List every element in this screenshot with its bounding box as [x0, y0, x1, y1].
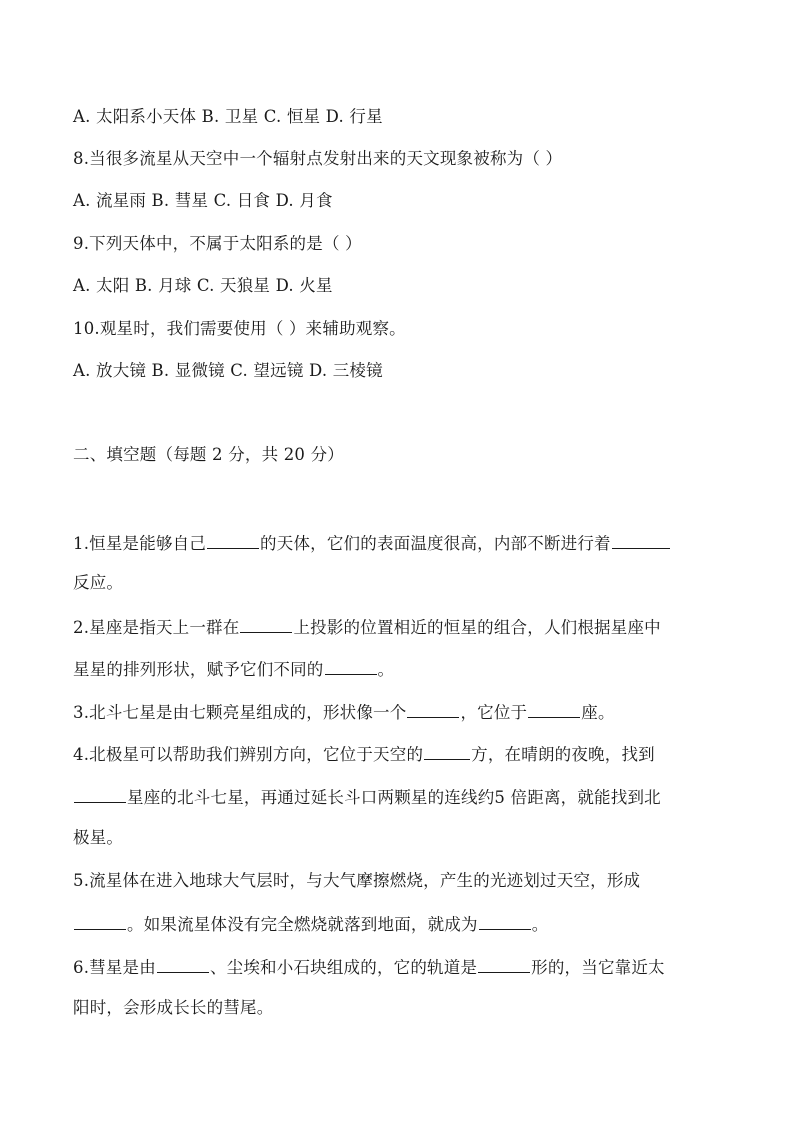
fill-2-blank-1 — [240, 614, 292, 633]
fill-4-text-d: 极星。 — [73, 828, 124, 847]
fill-5-line-2 — [73, 911, 548, 937]
fill-6-blank-1 — [157, 954, 209, 973]
fill-6-text-a: 6.彗星是由 — [73, 958, 156, 977]
q10-stem: 10.观星时，我们需要使用（ ）来辅助观察。 — [73, 319, 406, 338]
q9-stem: 9.下列天体中，不属于太阳系的是（ ） — [73, 234, 362, 253]
fill-3-line-1 — [73, 699, 615, 725]
fill-5-line-1 — [73, 869, 640, 893]
fill-5-text-c: 。 — [531, 915, 549, 934]
q8-options: A. 流星雨 B. 彗星 C. 日食 D. 月食 — [73, 191, 333, 210]
fill-2-text-b: 上投影的位置相近的恒星的组合，人们根据星座中 — [293, 618, 661, 637]
fill-3-text-c: 座。 — [581, 703, 615, 722]
fill-4-blank-2 — [74, 784, 126, 803]
fill-4-line-1 — [73, 741, 655, 767]
fill-1-blank-2 — [612, 530, 670, 549]
fill-6-line-1 — [73, 954, 665, 980]
fill-6-text-c: 形的，当它靠近太 — [531, 958, 665, 977]
q7-options: A. 太阳系小天体 B. 卫星 C. 恒星 D. 行星 — [73, 107, 383, 126]
fill-3-blank-2 — [528, 699, 580, 718]
fill-2-text-c: 星星的排列形状，赋予它们不同的 — [73, 660, 324, 679]
fill-6-line-2 — [73, 996, 273, 1020]
fill-6-text-b: 、尘埃和小石块组成的，它的轨道是 — [209, 958, 478, 977]
fill-3-blank-1 — [407, 699, 459, 718]
fill-6-blank-2 — [478, 954, 530, 973]
fill-1-text-c: 反应。 — [73, 573, 124, 592]
fill-4-text-b: 方，在晴朗的夜晚，找到 — [471, 745, 655, 764]
fill-5-blank-1 — [74, 911, 126, 930]
fill-1-line-1 — [73, 530, 671, 556]
fill-5-text-a: 5.流星体在进入地球大气层时，与大气摩擦燃烧，产生的光迹划过天空，形成 — [73, 871, 641, 890]
fill-4-line-3 — [73, 826, 123, 850]
q9-options: A. 太阳 B. 月球 C. 天狼星 D. 火星 — [73, 276, 333, 295]
fill-3-text-a: 3.北斗七星是由七颗亮星组成的，形状像一个 — [73, 703, 407, 722]
fill-3-text-b: ，它位于 — [460, 703, 528, 722]
fill-1-text-a: 1.恒星是能够自己 — [73, 534, 207, 553]
fill-2-line-1 — [73, 614, 661, 640]
fill-4-line-2 — [73, 784, 661, 810]
fill-6-text-d: 阳时，会形成长长的彗尾。 — [73, 998, 274, 1017]
fill-4-blank-1 — [424, 741, 470, 760]
fill-2-text-d: 。 — [377, 660, 395, 679]
fill-5-blank-2 — [479, 911, 531, 930]
fill-1-blank-1 — [207, 530, 259, 549]
fill-1-text-b: 的天体，它们的表面温度很高，内部不断进行着 — [260, 534, 611, 553]
fill-4-text-a: 4.北极星可以帮助我们辨别方向，它位于天空的 — [73, 745, 424, 764]
q8-stem: 8.当很多流星从天空中一个辐射点发射出来的天文现象被称为（ ） — [73, 149, 563, 168]
fill-5-text-b: 。如果流星体没有完全燃烧就落到地面，就成为 — [127, 915, 478, 934]
fill-2-blank-2 — [325, 656, 377, 675]
q10-options: A. 放大镜 B. 显微镜 C. 望远镜 D. 三棱镜 — [73, 361, 383, 380]
fill-2-text-a: 2.星座是指天上一群在 — [73, 618, 240, 637]
fill-4-text-c: 星座的北斗七星，再通过延长斗口两颗星的连线约5 倍距离，就能找到北 — [127, 788, 661, 807]
fill-2-line-2 — [73, 656, 394, 682]
fill-1-line-2 — [73, 571, 123, 595]
section-2-title: 二、填空题（每题 2 分，共 20 分） — [73, 445, 344, 464]
